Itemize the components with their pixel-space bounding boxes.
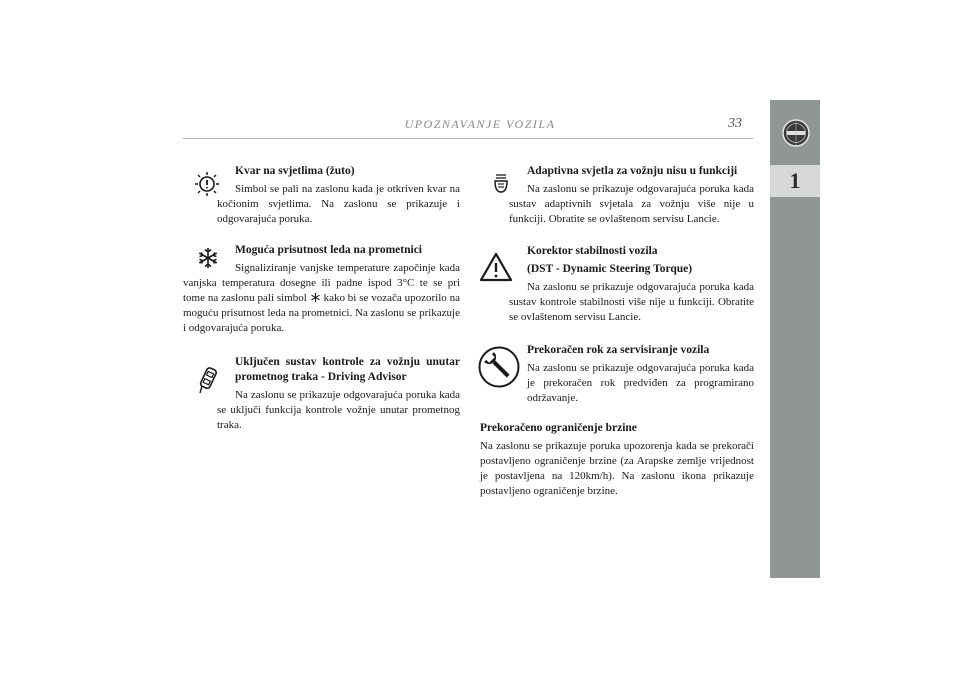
section-body: Simbol se pali na zaslonu kada je otkriven kvar na kočionim svjetlima. Na zaslonu se prikazuje i odgovarajuća poruka. <box>217 183 460 225</box>
section-adaptive-lights <box>509 164 754 227</box>
section-body: Na zaslonu se prikazuje odgovarajuća poruka kada se uključi funkcija kontrole vožnje unutar prometnog traka. <box>217 389 460 431</box>
section-driving-advisor <box>217 355 460 433</box>
section-title: Prekoračen rok za servisiranje vozila <box>527 344 710 356</box>
section-title: Moguća prisutnost leda na prometnici <box>235 244 422 256</box>
section-title: Korektor stabilnosti vozila <box>527 245 658 257</box>
section-subtitle: (DST - Dynamic Steering Torque) <box>527 263 693 275</box>
section-body-part-1: Signaliziranje vanjske temperature započinje kada vanjska temperatura dosegne ili padne ispod 3°C te se pri tome na zaslonu pali simbol <box>183 262 460 304</box>
warning-triangle-icon <box>479 252 513 282</box>
section-service-due <box>509 343 754 406</box>
section-dst <box>509 244 754 325</box>
snowflake-inline-icon <box>310 292 321 303</box>
header-rule <box>183 138 753 139</box>
section-body <box>183 261 460 336</box>
section-body: Na zaslonu se prikazuje odgovarajuća poruka kada sustav kontrole stabilnosti više nije u funkciji. Obratite se ovlaštenom servisu Lancie. <box>509 281 754 323</box>
section-title: Adaptivna svjetla za vožnju nisu u funkciji <box>527 165 738 177</box>
lancia-logo <box>781 118 811 148</box>
section-speed-limit <box>480 421 754 499</box>
section-title: Prekoračeno ograničenje brzine <box>480 422 637 434</box>
section-title: Kvar na svjetlima (žuto) <box>235 165 355 177</box>
section-body: Na zaslonu se prikazuje odgovarajuća poruka kada sustav adaptivnih svjetala za vožnju više nije u funkciji. Obratite se ovlaštenom servisu Lancie. <box>509 183 754 225</box>
page-header-title: UPOZNAVANJE VOZILA <box>404 117 556 131</box>
chapter-tab: 1 <box>770 165 820 197</box>
section-body: Na zaslonu se prikazuje odgovarajuća poruka kada je prekoračen rok predviđen za programirano održavanje. <box>527 362 754 404</box>
section-body-part-2: kako bi se vozača upozorilo na moguću prisutnost leda na prometnici. Na zaslonu se prikazuje i odgovarajuća poruka. <box>183 292 461 334</box>
section-ice-warning <box>183 243 460 336</box>
lane-departure-icon <box>197 364 219 394</box>
section-brake-light-fault <box>217 164 460 227</box>
section-title: Uključen sustav kontrole za vožnju unutar prometnog traka - Driving Advisor <box>235 356 460 383</box>
page-number: 33 <box>728 116 742 131</box>
section-body: Na zaslonu se prikazuje poruka upozorenja kada se prekorači postavljeno ograničenje brzine (za Arapske zemlje vrijednost je postavljena na 120km/h). Na zaslonu ikona prikazuje postavljeno ograničenje brzine. <box>480 440 754 497</box>
